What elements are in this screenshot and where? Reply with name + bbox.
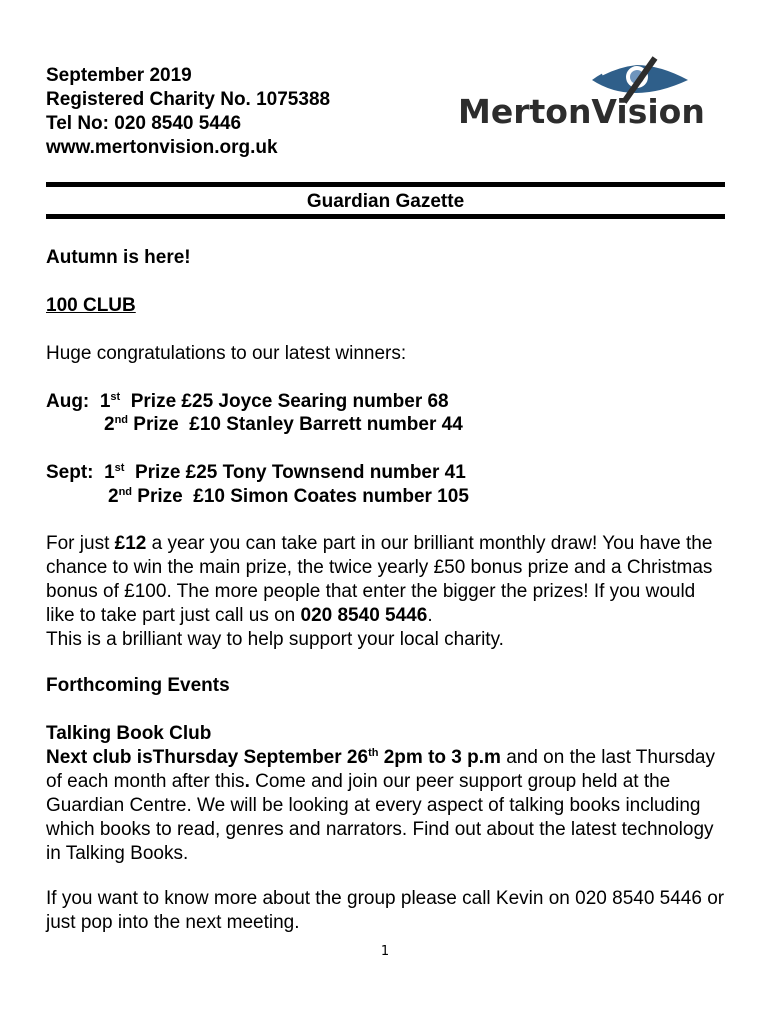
club100-heading: 100 CLUB [46, 295, 136, 316]
aug-second-prize: 2nd Prize £10 Stanley Barrett number 44 [104, 414, 463, 435]
top-rule [46, 182, 725, 187]
charity-number: Registered Charity No. 1075388 [46, 89, 331, 110]
aug-first-prize: Aug: 1st Prize £25 Joyce Searing number 68 [46, 391, 449, 412]
sept-first-prize: Sept: 1st Prize £25 Tony Townsend number 41 [46, 462, 466, 483]
phone-number: 020 8540 5446 [300, 605, 428, 626]
aug-label: Aug: [46, 391, 90, 412]
issue-date: September 2019 [46, 65, 192, 86]
club100-paragraph: For just £12 a year you can take part in our brilliant monthly draw! You have the chance to win the main prize, the twice yearly £50 bonus prize and a Christmas bonus of £100. The more people that enter the bigger the prizes! If you would like to take part just call us on 020 8540 5446. This is a brilliant way to help support your local charity. [46, 533, 713, 650]
sept-label: Sept: [46, 462, 94, 483]
telephone: Tel No: 020 8540 5446 [46, 113, 242, 134]
header-block [46, 64, 330, 160]
sept-second-prize: 2nd Prize £10 Simon Coates number 105 [108, 486, 469, 507]
events-heading: Forthcoming Events [46, 675, 230, 696]
autumn-heading: Autumn is here! [46, 247, 191, 268]
talking-book-club: Talking Book Club Next club isThursday September 26th 2pm to 3 p.m and on the last Thursday of each month after this. Come and join our peer support group held at the Guardian Centre. We will be looking at every aspect of talking books including which books to read, genres and narrators. Find out about the latest technology in Talking Books. [46, 723, 715, 864]
club100-intro: Huge congratulations to our latest winners: [46, 343, 407, 364]
contact-paragraph: If you want to know more about the group please call Kevin on 020 8540 5446 or just pop into the next meeting. [46, 888, 725, 933]
newsletter-title: Guardian Gazette [306, 191, 465, 212]
bottom-rule [46, 214, 725, 219]
merton-vision-logo [452, 54, 705, 136]
website: www.mertonvision.org.uk [46, 137, 278, 158]
page-number: 1 [380, 944, 390, 959]
support-line: This is a brilliant way to help support your local charity. [46, 629, 504, 650]
club-title: Talking Book Club [46, 723, 212, 744]
logo-wordmark: MertonVision [458, 92, 705, 131]
